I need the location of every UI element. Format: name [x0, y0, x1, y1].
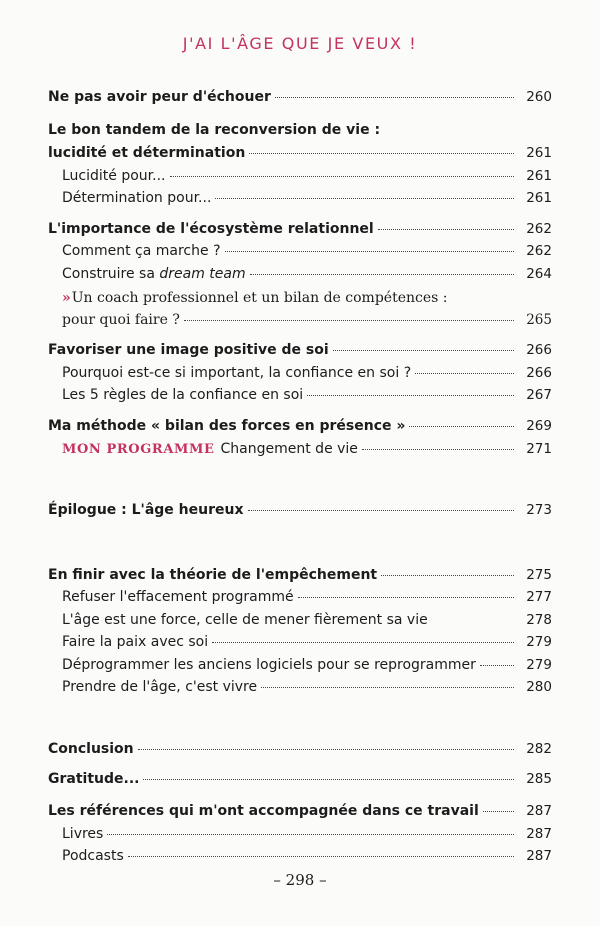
- toc-subentry-title: Pourquoi est-ce si important, la confiance en soi ?: [62, 365, 412, 381]
- toc-entry-title-line1: Le bon tandem de la reconversion de vie :: [48, 122, 381, 138]
- toc-subentry-title: Faire la paix avec soi: [62, 634, 209, 650]
- leader-dots: [250, 270, 514, 275]
- toc-entry-title: Conclusion: [48, 741, 134, 757]
- toc-page-number: 269: [526, 418, 552, 434]
- toc-page-number: 265: [526, 312, 552, 328]
- toc-subentry[interactable]: [62, 386, 552, 404]
- toc-page-number: 278: [526, 612, 552, 628]
- toc-subentry[interactable]: [62, 611, 552, 629]
- toc-page-number: 279: [526, 634, 552, 650]
- toc-page-number: 275: [526, 567, 552, 583]
- toc-entry[interactable]: [48, 220, 552, 238]
- leader-dots: [307, 391, 514, 396]
- toc-entry-title: Gratitude...: [48, 771, 140, 787]
- toc-page-number: 279: [526, 657, 552, 673]
- toc-subentry[interactable]: [62, 311, 552, 329]
- toc-entry-title: L'importance de l'écosystème relationnel: [48, 221, 374, 237]
- toc-page-number: 264: [526, 266, 552, 282]
- toc-page-number: 261: [526, 168, 552, 184]
- toc-page-number: 261: [526, 190, 552, 206]
- toc-subentry-title: L'âge est une force, celle de mener fièrement sa vie: [62, 612, 428, 628]
- toc-subentry-title-line1: [62, 289, 447, 307]
- toc-page-number: 277: [526, 589, 552, 605]
- toc-page-number: 285: [526, 771, 552, 787]
- leader-dots: [184, 316, 514, 321]
- toc-page-number: 262: [526, 243, 552, 259]
- leader-dots: [248, 506, 514, 511]
- double-chevron-icon: »: [62, 290, 68, 306]
- toc-page-number: 266: [526, 365, 552, 381]
- leader-dots: [483, 807, 514, 812]
- toc-entry-title: En finir avec la théorie de l'empêchement: [48, 567, 378, 583]
- leader-dots: [128, 852, 514, 857]
- leader-dots: [138, 745, 514, 750]
- toc-subentry[interactable]: [62, 189, 552, 207]
- leader-dots: [333, 346, 514, 351]
- leader-dots: [225, 247, 515, 252]
- toc-entry-title: Favoriser une image positive de soi: [48, 342, 329, 358]
- program-title: Changement de vie: [220, 441, 358, 457]
- toc-entry-title: Ma méthode « bilan des forces en présence »: [48, 418, 406, 434]
- toc-subentry[interactable]: [62, 242, 552, 260]
- toc-page-number: 260: [526, 89, 552, 105]
- leader-dots: [362, 445, 514, 450]
- toc-subentry-title: Détermination pour...: [62, 190, 212, 206]
- toc-page-number: 271: [526, 441, 552, 457]
- toc-page-number: 267: [526, 387, 552, 403]
- leader-dots: [215, 194, 514, 199]
- toc-entry[interactable]: [48, 740, 552, 758]
- toc-subentry[interactable]: [62, 633, 552, 651]
- leader-dots: [381, 571, 514, 576]
- toc-subentry[interactable]: [62, 588, 552, 606]
- leader-dots: [409, 422, 514, 427]
- running-header: J'AI L'ÂGE QUE JE VEUX !: [182, 34, 418, 53]
- toc-subentry[interactable]: [62, 265, 552, 283]
- toc-subentry-title: [62, 265, 246, 283]
- toc-page-number: 266: [526, 342, 552, 358]
- toc-page-number: 262: [526, 221, 552, 237]
- toc-entry[interactable]: [48, 501, 552, 519]
- toc-subentry-title: [62, 440, 358, 459]
- toc-entry-title: Ne pas avoir peur d'échouer: [48, 89, 271, 105]
- leader-dots: [415, 369, 514, 374]
- toc-page-number: 282: [526, 741, 552, 757]
- toc-entry-title: lucidité et détermination: [48, 145, 246, 161]
- toc-subentry[interactable]: [62, 364, 552, 382]
- leader-dots: [143, 775, 514, 780]
- toc-subentry-title: Refuser l'effacement programmé: [62, 589, 294, 605]
- toc-subentry-title: Podcasts: [62, 848, 124, 864]
- toc-subentry-title: Lucidité pour...: [62, 168, 166, 184]
- toc-subentry-title: Prendre de l'âge, c'est vivre: [62, 679, 258, 695]
- leader-dots: [275, 93, 514, 98]
- leader-dots: [261, 683, 514, 688]
- leader-dots: [298, 593, 514, 598]
- toc-entry[interactable]: [48, 417, 552, 435]
- toc-entry[interactable]: [48, 802, 552, 820]
- toc-subentry[interactable]: [62, 440, 552, 459]
- toc-subentry[interactable]: [62, 825, 552, 843]
- toc-entry[interactable]: [48, 88, 552, 106]
- toc-entry[interactable]: [48, 566, 552, 584]
- leader-dots: [432, 617, 514, 621]
- toc-page-number: 287: [526, 848, 552, 864]
- toc-subentry-title: Livres: [62, 826, 104, 842]
- toc-subentry[interactable]: [62, 656, 552, 674]
- leader-dots: [212, 638, 514, 643]
- toc-page-number: 261: [526, 145, 552, 161]
- toc-subentry-title-italic: dream team: [159, 266, 246, 282]
- toc-subentry-title: pour quoi faire ?: [62, 312, 180, 328]
- toc-subentry-text: Un coach professionnel et un bilan de compétences :: [71, 290, 448, 306]
- program-label: MON PROGRAMME: [62, 442, 215, 457]
- toc-entry-title: Épilogue : L'âge heureux: [48, 502, 244, 518]
- toc-subentry-title: Les 5 règles de la confiance en soi: [62, 387, 304, 403]
- toc-entry-title: Les références qui m'ont accompagnée dans ce travail: [48, 803, 479, 819]
- leader-dots: [378, 225, 514, 230]
- toc-entry[interactable]: [48, 770, 552, 788]
- leader-dots: [249, 149, 514, 154]
- toc-page-number: 287: [526, 803, 552, 819]
- toc-subentry[interactable]: [62, 167, 552, 185]
- toc-subentry-title: Comment ça marche ?: [62, 243, 221, 259]
- toc-subentry[interactable]: [62, 847, 552, 865]
- leader-dots: [107, 830, 514, 835]
- leader-dots: [480, 661, 514, 666]
- toc-subentry[interactable]: [62, 678, 552, 696]
- toc-subentry-title-prefix: Construire sa: [62, 266, 160, 282]
- toc-entry[interactable]: [48, 144, 552, 162]
- toc-page-number: 280: [526, 679, 552, 695]
- toc-page-number: 287: [526, 826, 552, 842]
- leader-dots: [170, 172, 515, 177]
- toc-subentry-title: Déprogrammer les anciens logiciels pour se reprogrammer: [62, 657, 476, 673]
- toc-entry[interactable]: [48, 341, 552, 359]
- page-number-footer: – 298 –: [273, 871, 327, 889]
- toc-page-number: 273: [526, 502, 552, 518]
